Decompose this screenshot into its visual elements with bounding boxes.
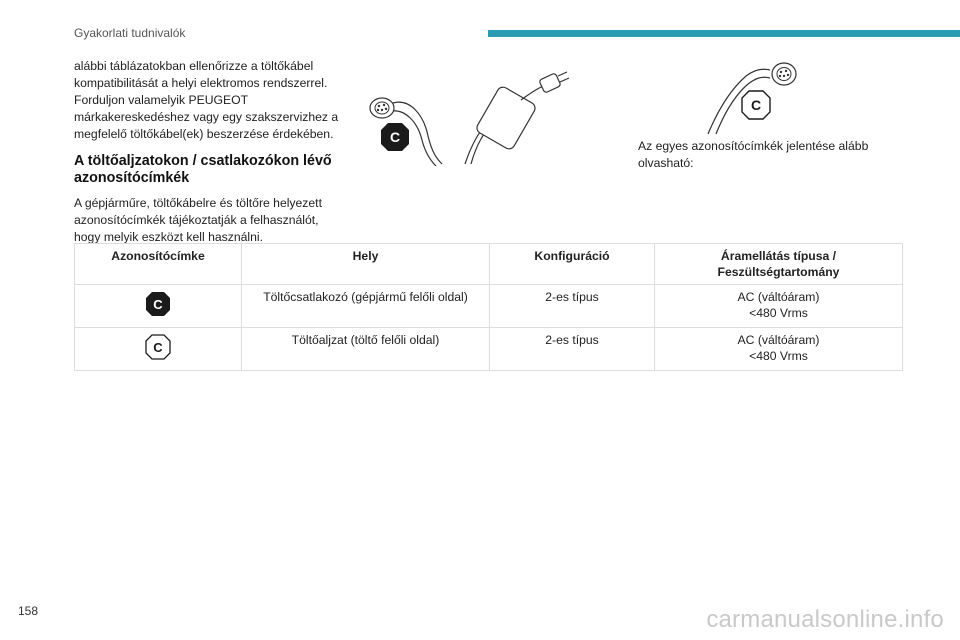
header-label: Azonosítócímke bbox=[75, 244, 242, 285]
location-cell: Töltőaljzat (töltő felőli oldal) bbox=[242, 328, 490, 371]
header-location: Hely bbox=[242, 244, 490, 285]
label-cell bbox=[75, 328, 242, 371]
identification-label-table bbox=[74, 243, 903, 371]
body-paragraph: A gépjárműre, töltőkábelre és töltőre helyezett azonosítócímkék tájékoztatják a felhasználót, hogy melyik eszközt kell használni. bbox=[74, 196, 322, 244]
svg-text:C: C bbox=[153, 340, 163, 355]
location-cell: Töltőcsatlakozó (gépjármű felőli oldal) bbox=[242, 285, 490, 328]
filled-c-badge-letter: C bbox=[389, 129, 401, 145]
configuration-cell: 2-es típus bbox=[490, 285, 655, 328]
label-explanation-text: Az egyes azonosítócímkék jelentése alább olvasható: bbox=[638, 139, 869, 170]
outline-c-badge-letter: C bbox=[750, 97, 762, 113]
section-title: Gyakorlati tudnivalók bbox=[74, 26, 186, 40]
table-header-row bbox=[75, 244, 903, 285]
supply-cell: AC (váltóáram) <480 Vrms bbox=[655, 328, 903, 371]
supply-cell: AC (váltóáram) <480 Vrms bbox=[655, 285, 903, 328]
charging-cable-illustration bbox=[455, 70, 575, 166]
filled-c-label-icon bbox=[145, 291, 171, 317]
heading-line-1: A töltőaljzatokon / csatlakozókon lévő bbox=[74, 153, 332, 169]
table-row bbox=[75, 328, 903, 371]
header-configuration: Konfiguráció bbox=[490, 244, 655, 285]
filled-c-badge bbox=[380, 122, 410, 152]
heading-line-2: azonosítócímkék bbox=[74, 170, 190, 186]
page-number: 158 bbox=[18, 604, 39, 618]
table-row bbox=[75, 285, 903, 328]
outline-c-badge bbox=[741, 90, 771, 120]
left-column bbox=[74, 58, 344, 246]
svg-text:C: C bbox=[153, 297, 163, 312]
outline-c-label-icon bbox=[145, 334, 171, 360]
configuration-cell: 2-es típus bbox=[490, 328, 655, 371]
section-heading bbox=[74, 153, 344, 187]
intro-paragraph: alábbi táblázatokban ellenőrizze a töltőkábel kompatibilitását a helyi elektromos rendszerrel. Forduljon valamelyik PEUGEOT márkakereskedéshez vagy egy szakszervizhez a megfelelő töltőkábel(ek) beszerzése érdekében. bbox=[74, 59, 339, 141]
header-supply-type: Áramellátás típusa / Feszültségtartomány bbox=[655, 244, 903, 285]
label-cell bbox=[75, 285, 242, 328]
header-accent-bar bbox=[488, 30, 960, 37]
watermark: carmanualsonline.info bbox=[706, 606, 944, 633]
